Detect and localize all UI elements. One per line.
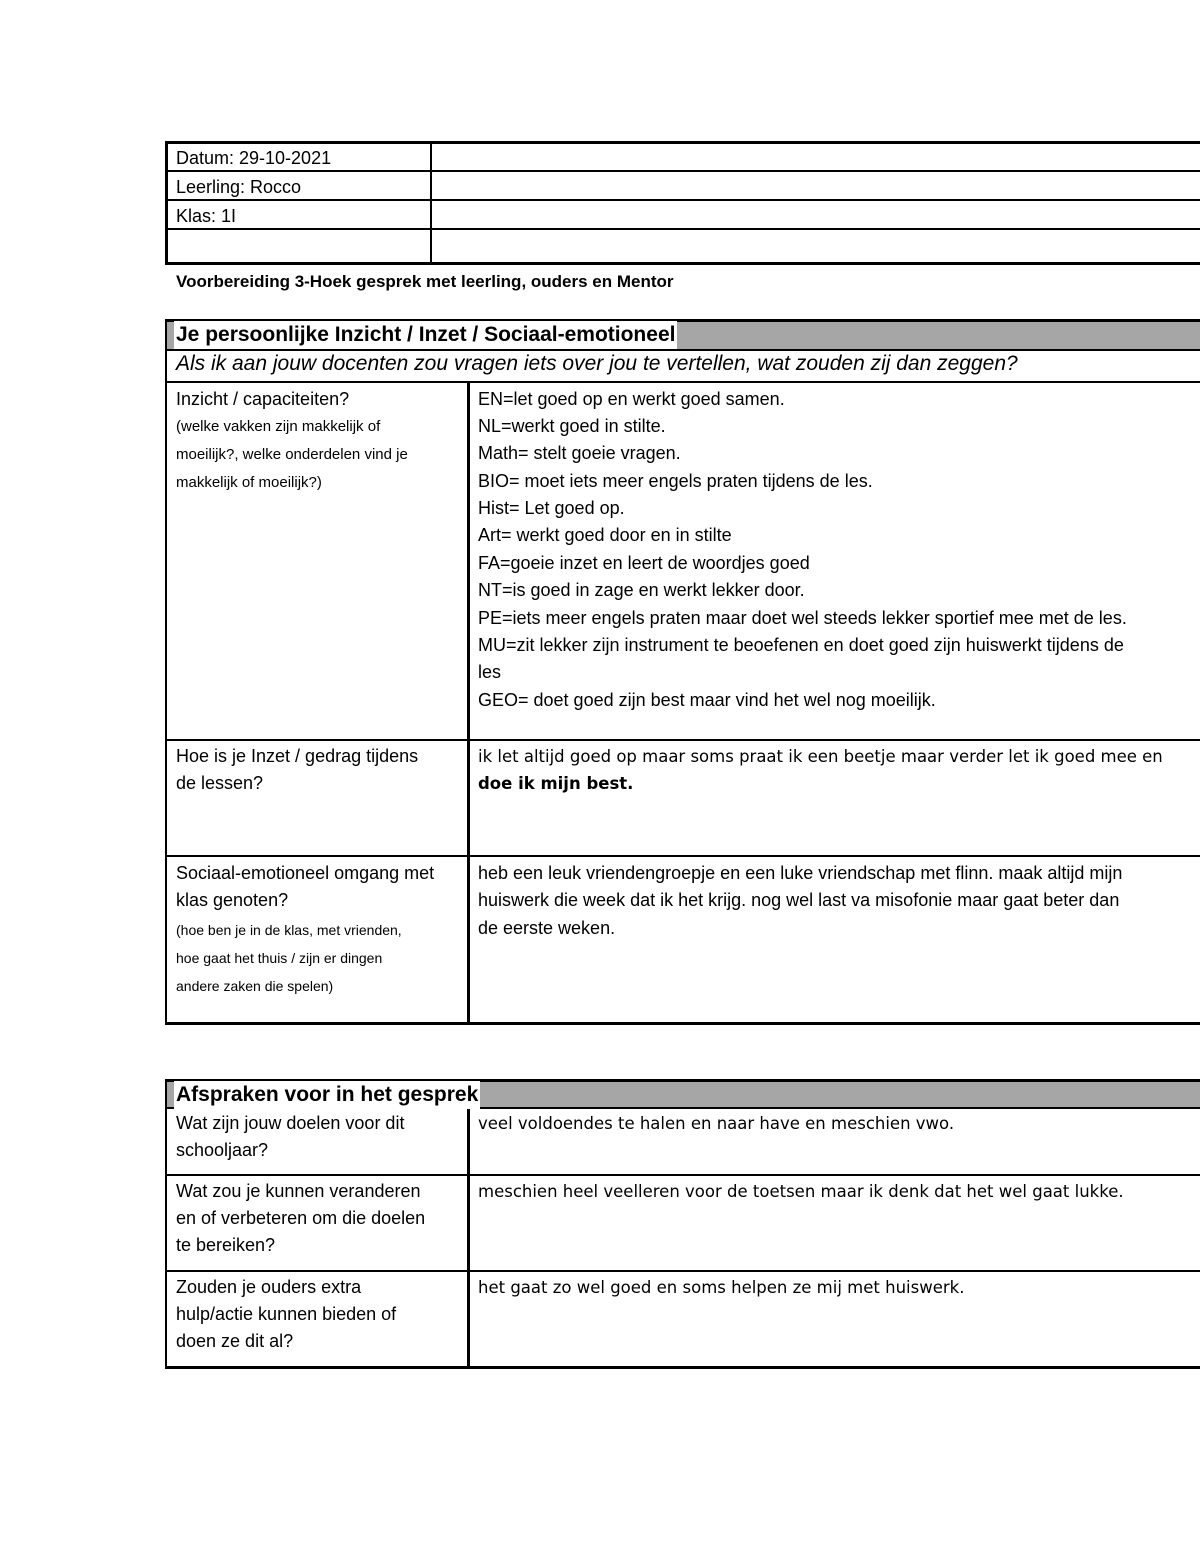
row-note: (hoe ben je in de klas, met vrienden, [176, 922, 402, 938]
row-label: en of verbeteren om die doelen [176, 1208, 426, 1228]
answer-line: PE=iets meer engels praten maar doet wel steeds lekker sportief mee met de les. [478, 608, 1127, 628]
datum-field: Datum: 29-10-2021 [176, 148, 332, 168]
section1-question: Als ik aan jouw docenten zou vragen iets over jou te vertellen, wat zouden zij dan zeggen? [176, 352, 1018, 375]
answer-line: FA=goeie inzet en leert de woordjes goed [478, 553, 810, 573]
leerling-field: Leerling: Rocco [176, 177, 302, 197]
answer-line: EN=let goed op en werkt goed samen. [478, 389, 785, 409]
answer-line: ik let altijd goed op maar soms praat ik een beetje maar verder let ik goed mee en [478, 747, 1163, 766]
answer-line: het gaat zo wel goed en soms helpen ze mij met huiswerk. [478, 1278, 965, 1297]
answer-line: huiswerk die week dat ik het krijg. nog wel last va misofonie maar gaat beter dan [478, 890, 1120, 910]
row-label: Hoe is je Inzet / gedrag tijdens [176, 746, 419, 766]
answer-line: Hist= Let goed op. [478, 498, 625, 518]
answer-line: de eerste weken. [478, 918, 616, 938]
klas-field: Klas: 1I [176, 206, 237, 226]
answer-line: NL=werkt goed in stilte. [478, 416, 666, 436]
answer-line: les [478, 662, 502, 682]
answer-line: Art= werkt goed door en in stilte [478, 525, 732, 545]
answer-line: heb een leuk vriendengroepje en een luke vriendschap met flinn. maak altijd mijn [478, 863, 1123, 883]
row-note: (welke vakken zijn makkelijk of [176, 418, 381, 435]
row-note: hoe gaat het thuis / zijn er dingen [176, 950, 383, 966]
row-label: Wat zijn jouw doelen voor dit [176, 1113, 405, 1133]
answer-line: meschien heel veelleren voor de toetsen maar ik denk dat het wel gaat lukke. [478, 1182, 1124, 1201]
row-label: de lessen? [176, 773, 264, 793]
row-label: klas genoten? [176, 890, 289, 910]
row-note: makkelijk of moeilijk?) [176, 474, 322, 491]
answer-line: veel voldoendes te halen en naar have en meschien vwo. [478, 1114, 955, 1133]
row-label: Inzicht / capaciteiten? [176, 389, 350, 409]
section1-title: Je persoonlijke Inzicht / Inzet / Sociaal-emotioneel [174, 321, 677, 349]
row-label: hulp/actie kunnen bieden of [176, 1304, 397, 1324]
row-label: Sociaal-emotioneel omgang met [176, 863, 435, 883]
row-note: moeilijk?, welke onderdelen vind je [176, 446, 408, 463]
document-subtitle: Voorbereiding 3-Hoek gesprek met leerling, ouders en Mentor [176, 272, 674, 291]
answer-line: GEO= doet goed zijn best maar vind het wel nog moeilijk. [478, 690, 936, 710]
answer-line: NT=is goed in zage en werkt lekker door. [478, 580, 805, 600]
row-note: andere zaken die spelen) [176, 978, 334, 994]
answer-line: Math= stelt goeie vragen. [478, 443, 681, 463]
row-label: schooljaar? [176, 1140, 269, 1160]
row-label: Wat zou je kunnen veranderen [176, 1181, 421, 1201]
row-label: Zouden je ouders extra [176, 1277, 362, 1297]
answer-line: MU=zit lekker zijn instrument te beoefenen en doet goed zijn huiswerkt tijdens de [478, 635, 1124, 655]
section2-title: Afspraken voor in het gesprek [174, 1081, 480, 1109]
row-label: te bereiken? [176, 1235, 276, 1255]
answer-line: doe ik mijn best. [478, 774, 634, 793]
row-label: doen ze dit al? [176, 1331, 294, 1351]
answer-line: BIO= moet iets meer engels praten tijdens de les. [478, 471, 873, 491]
